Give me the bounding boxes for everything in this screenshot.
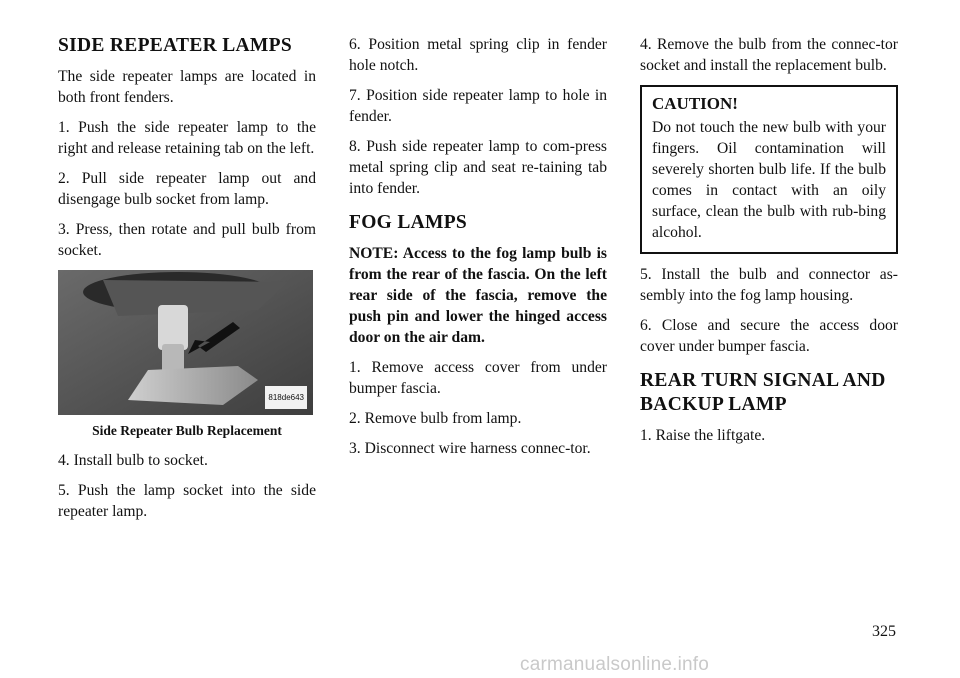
figure-side-repeater: [58, 270, 316, 441]
column-2: [349, 34, 607, 468]
caution-title: CAUTION!: [652, 94, 738, 113]
step-6: 6. Position metal spring clip in fender hole notch.: [349, 36, 607, 74]
section-heading-side-repeater: SIDE REPEATER LAMPS: [58, 35, 292, 56]
caution-box: [640, 85, 898, 254]
step-7: 7. Position side repeater lamp to hole in fender.: [349, 87, 607, 125]
column-1: [58, 34, 316, 531]
step-5: 5. Push the lamp socket into the side repeater lamp.: [58, 482, 316, 520]
figure-code: 818de643: [265, 386, 307, 409]
rear-step-1: 1. Raise the liftgate.: [640, 427, 766, 444]
fog-step-1: 1. Remove access cover from under bumper fascia.: [349, 359, 607, 397]
section-heading-rear-turn-signal: REAR TURN SIGNAL AND BACKUP LAMP: [640, 370, 886, 415]
step-3: 3. Press, then rotate and pull bulb from socket.: [58, 221, 316, 259]
fog-step-4: 4. Remove the bulb from the connec-tor socket and install the replacement bulb.: [640, 36, 898, 74]
watermark: carmanualsonline.info: [520, 654, 710, 675]
fog-step-5: 5. Install the bulb and connector as-sembly into the fog lamp housing.: [640, 266, 898, 304]
step-1: 1. Push the side repeater lamp to the right and release retaining tab on the left.: [58, 119, 316, 157]
caution-text: Do not touch the new bulb with your fingers. Oil contamination will severely shorten bulb life. If the bulb comes in contact with an oily surface, clean the bulb with rub-bing alcohol.: [652, 119, 886, 241]
section-heading-fog-lamps: FOG LAMPS: [349, 212, 468, 233]
fog-lamp-note: NOTE: Access to the fog lamp bulb is from the rear of the fascia. On the left rear side of the fascia, remove the push pin and lower the hinged access door on the air dam.: [349, 245, 607, 346]
step-2: 2. Pull side repeater lamp out and disengage bulb socket from lamp.: [58, 170, 316, 208]
fog-step-2: 2. Remove bulb from lamp.: [349, 410, 522, 427]
column-3: [640, 34, 898, 455]
intro-paragraph: The side repeater lamps are located in both front fenders.: [58, 68, 316, 106]
page-number: 325: [872, 623, 896, 640]
fog-step-6: 6. Close and secure the access door cover under bumper fascia.: [640, 317, 898, 355]
step-4: 4. Install bulb to socket.: [58, 452, 208, 469]
figure-caption: Side Repeater Bulb Replacement: [92, 423, 282, 438]
step-8: 8. Push side repeater lamp to com-press metal spring clip and seat re-taining tab into fender.: [349, 138, 607, 197]
fog-step-3: 3. Disconnect wire harness connec-tor.: [349, 440, 591, 457]
bulb-photo: [58, 270, 313, 415]
